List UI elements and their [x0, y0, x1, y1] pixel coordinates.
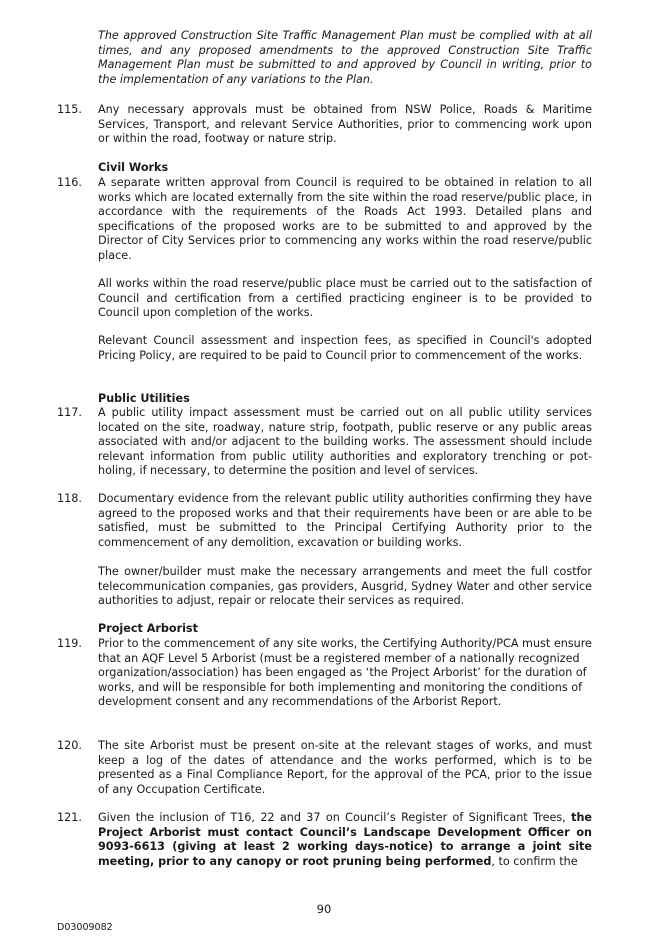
clause-text-lead: Given the inclusion of T16, 22 and 37 on Council’s Register of Significant Trees,: [98, 811, 572, 824]
clause-text: A separate written approval from Council is required to be obtained in relation to all works which are located externally from the site within the road reserve/public place, in accordance with the requirements of the Roads Act 1993. Detailed plans and specifications of the proposed works are to be submitted to and approved by the Director of City Services prior to commencing any works within the road reserve/public place.: [98, 176, 592, 262]
section-heading: Project Arborist: [98, 622, 198, 635]
clause-text: Relevant Council assessment and inspection fees, as specified in Council's adopted Pricing Policy, are required to be paid to Council prior to commencement of the works.: [98, 334, 592, 362]
clause-number: 118.: [57, 492, 82, 505]
clause-number: 120.: [57, 739, 82, 752]
clause-text-bold: the Project Arborist must contact Council’s Landscape Development Officer on 9093-6613 (giving at least 2 working days-notice) to arrange a joint site meeting, prior to any canopy or root pruning being performed: [98, 811, 592, 868]
clause-text: The site Arborist must be present on-site at the relevant stages of works, and must keep a log of the dates of attendance and the works performed, which is to be presented as a Final Compliance Report, for the approval of the PCA, prior to the issue of any Occupation Certificate.: [98, 739, 592, 796]
clause-text: A public utility impact assessment must be carried out on all public utility services located on the site, roadway, nature strip, footpath, public reserve or any public areas associated with and/or adjacent to the building works. The assessment should include relevant information from public utility authorities and exploratory trenching or pot-holing, if necessary, to determine the position and level of services.: [98, 406, 592, 478]
clause-number: 121.: [57, 811, 82, 824]
page-number: 90: [316, 902, 332, 916]
clause-text-tail: , to confirm the: [491, 854, 578, 868]
clause-text: Documentary evidence from the relevant public utility authorities confirming they have agreed to the proposed works and that their requirements have been or are able to be satisfied, must be submitted to the Principal Certifying Authority prior to the commencement of any demolition, excavation or building works.: [98, 492, 592, 549]
clause-text: Any necessary approvals must be obtained from NSW Police, Roads & Maritime Services, Transport, and relevant Service Authorities, prior to commencing work upon or within the road, footway or nature strip.: [98, 103, 592, 146]
clause-number: 119.: [57, 637, 82, 650]
section-heading: Public Utilities: [98, 392, 190, 405]
clause-number: 117.: [57, 406, 82, 419]
document-id: D03009082: [57, 922, 113, 933]
intro-paragraph: The approved Construction Site Traffic Management Plan must be complied with at all times, and any proposed amendments to the approved Construction Site Traffic Management Plan must be submitted to and approved by Council in writing, prior to the implementation of any variations to the Plan.: [98, 29, 592, 86]
clause-text: [98, 811, 592, 869]
clause-text: The owner/builder must make the necessary arrangements and meet the full costfor telecommunication companies, gas providers, Ausgrid, Sydney Water and other service authorities to adjust, repair or relocate their services as required.: [98, 565, 592, 608]
clause-text: Prior to the commencement of any site works, the Certifying Authority/PCA must ensure that an AQF Level 5 Arborist (must be a registered member of a nationally recognized organization/association) has been engaged as ‘the Project Arborist’ for the duration of works, and will be responsible for both implementing and monitoring the conditions of development consent and any recommendations of the Arborist Report.: [98, 637, 592, 709]
clause-text: All works within the road reserve/public place must be carried out to the satisfaction of Council and certification from a certified practicing engineer is to be provided to Council upon completion of the works.: [98, 277, 592, 320]
clause-number: 115.: [57, 103, 82, 116]
clause-number: 116.: [57, 176, 82, 189]
section-heading: Civil Works: [98, 161, 169, 174]
